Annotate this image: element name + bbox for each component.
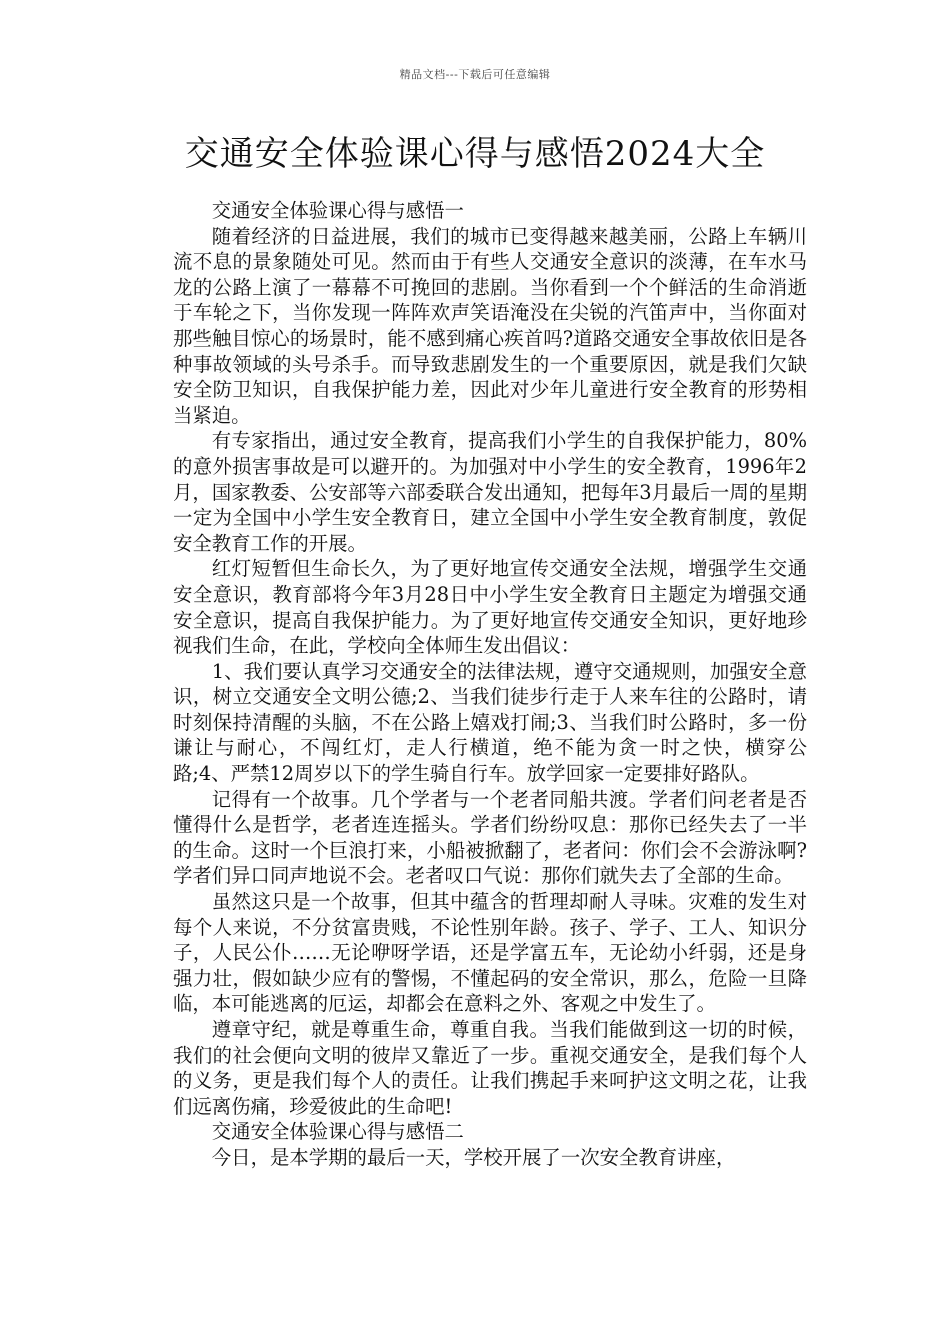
paragraph: 记得有一个故事。几个学者与一个老者同船共渡。学者们问老者是否懂得什么是哲学，老者连连摇头。学者们纷纷叹息：那你已经失去了一半的生命。这时一个巨浪打来，小船被掀翻了，老者问：你们会不会游泳啊?学者们异口同声地说不会。老者叹口气说：那你们就失去了全部的生命。 (173, 787, 807, 888)
paragraph: 红灯短暂但生命长久，为了更好地宣传交通安全法规，增强学生交通安全意识，教育部将今年3月28日中小学生安全教育日主题定为增强交通安全意识，提高自我保护能力。为了更好地宣传交通安全知识，更好地珍视我们生命，在此，学校向全体师生发出倡议： (173, 557, 807, 658)
paragraph: 随着经济的日益进展，我们的城市已变得越来越美丽，公路上车辆川流不息的景象随处可见。然而由于有些人交通安全意识的淡薄，在车水马龙的公路上演了一幕幕不可挽回的悲剧。当你看到一个个鲜活的生命消逝于车轮之下，当你发现一阵阵欢声笑语淹没在尖锐的汽笛声中，当你面对那些触目惊心的场景时，能不感到痛心疾首吗?道路交通安全事故依旧是各种事故领域的头号杀手。而导致悲剧发生的一个重要原因，就是我们欠缺安全防卫知识，自我保护能力差，因此对少年儿童进行安全教育的形势相当紧迫。 (173, 224, 807, 427)
paragraph: 虽然这只是一个故事，但其中蕴含的哲理却耐人寻味。灾难的发生对每个人来说，不分贫富贵贱，不论性别年龄。孩子、学子、工人、知识分子，人民公仆……无论咿呀学语，还是学富五车，无论幼小纤弱，还是身强力壮，假如缺少应有的警惕，不懂起码的安全常识，那么，危险一旦降临，本可能逃离的厄运，却都会在意料之外、客观之中发生了。 (173, 890, 807, 1016)
paragraph: 有专家指出，通过安全教育，提高我们小学生的自我保护能力，80%的意外损害事故是可以避开的。为加强对中小学生的安全教育，1996年2月，国家教委、公安部等六部委联合发出通知，把每年3月最后一周的星期一定为全国中小学生安全教育日，建立全国中小学生安全教育制度，敦促安全教育工作的开展。 (173, 429, 807, 555)
document-title: 交通安全体验课心得与感悟2024大全 (184, 134, 766, 174)
paragraph: 遵章守纪，就是尊重生命，尊重自我。当我们能做到这一切的时候，我们的社会便向文明的彼岸又靠近了一步。重视交通安全，是我们每个人的义务，更是我们每个人的责任。让我们携起手来呵护这文明之花，让我们远离伤痛，珍爱彼此的生命吧! (173, 1018, 807, 1118)
paragraph: 1、我们要认真学习交通安全的法律法规，遵守交通规则，加强安全意识，树立交通安全文明公德;2、当我们徒步行走于人来车往的公路时，请时刻保持清醒的头脑，不在公路上嬉戏打闹;3、当我们时公路时，多一份谦让与耐心，不闯红灯，走人行横道，绝不能为贪一时之快，横穿公路;4、严禁12周岁以下的学生骑自行车。放学回家一定要排好路队。 (173, 659, 807, 786)
section-heading-1: 交通安全体验课心得与感悟一 (211, 199, 464, 222)
section-heading-2: 交通安全体验课心得与感悟二 (211, 1120, 464, 1144)
document-body (173, 198, 807, 1171)
header-note: 精品文档---下载后可任意编辑 (399, 68, 551, 81)
paragraph: 今日，是本学期的最后一天，学校开展了一次安全教育讲座， (211, 1145, 736, 1169)
